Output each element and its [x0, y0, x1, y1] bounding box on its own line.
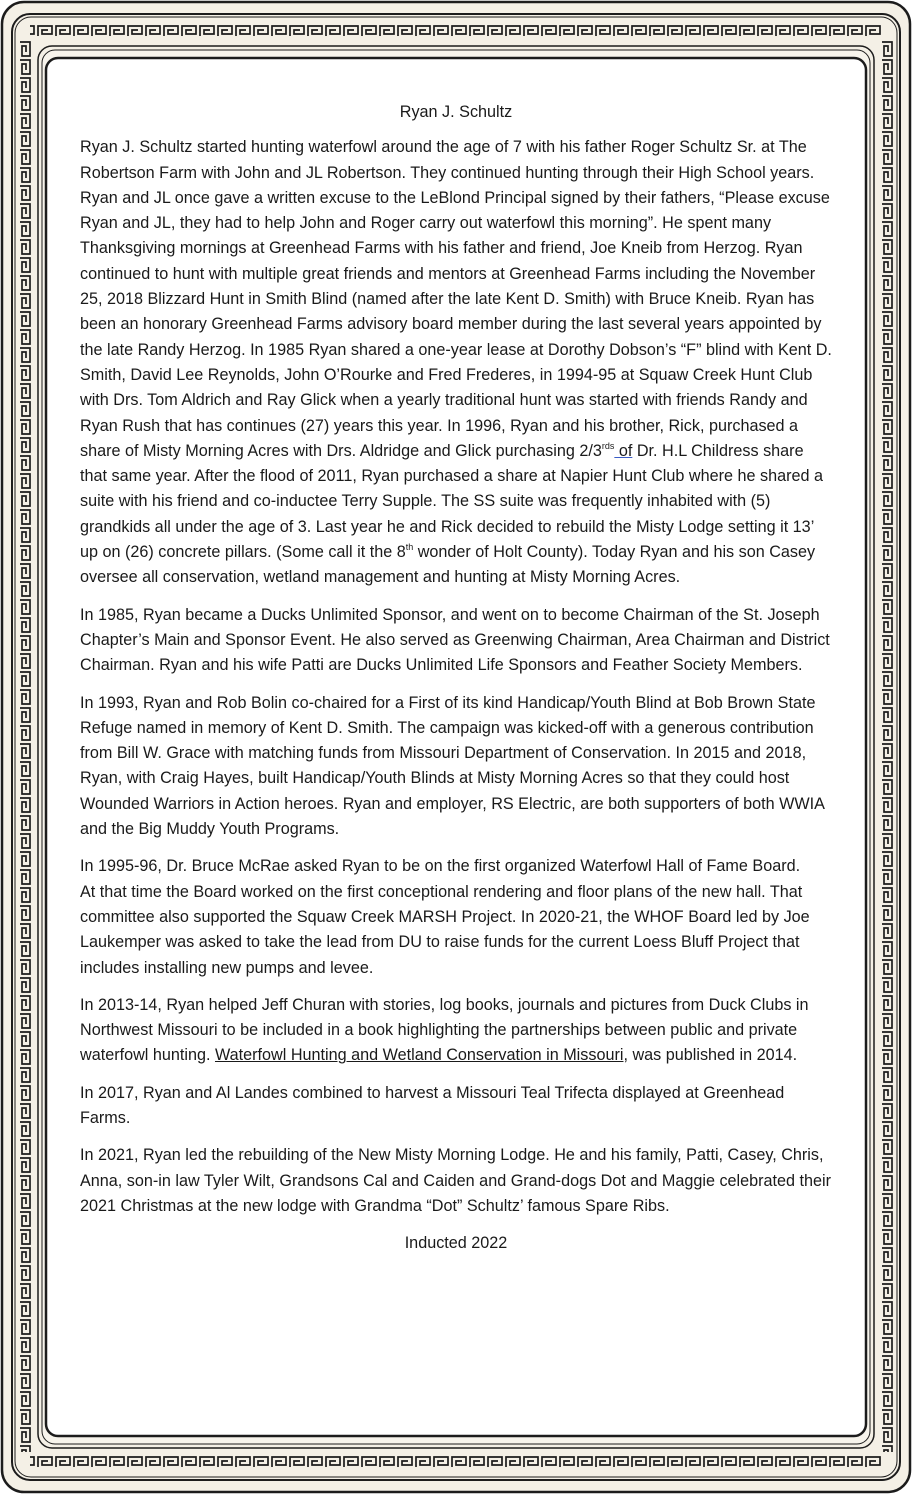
- paragraph-hunting-history: [80, 135, 832, 590]
- paragraph-ducks-unlimited: In 1985, Ryan became a Ducks Unlimited Sponsor, and went on to become Chairman of the St. Joseph Chapter’s Main and Sponsor Event. He also served as Greenwing Chairman, Area Chairman and District Chairman. Ryan and his wife Patti are Ducks Unlimited Life Sponsors and Feather Society Members.: [80, 605, 830, 675]
- paragraph-handicap-blind: In 1993, Ryan and Rob Bolin co-chaired for a First of its kind Handicap/Youth Blind at Bob Brown State Refuge named in memory of Kent D. Smith. The campaign was kicked-off with a generous contribution from Bill W. Grace with matching funds from Missouri Department of Conservation. In 2015 and 2018, Ryan, with Craig Hayes, built Handicap/Youth Blinds at Misty Morning Acres so that they could host Wounded Warriors in Action heroes. Ryan and employer, RS Electric, are both supporters of both WWIA and the Big Muddy Youth Programs.: [80, 693, 825, 839]
- text-span: Dr. H.L Childress share that same year. After the flood of 2011, Ryan purchased a share at Napier Hunt Club where he shared a suite with his friend and co-inductee Terry Supple. The SS suite was frequently inhabited with (5) grandkids all under the age of 3. Last year he and Rick decided to rebuild the Misty Lodge setting it 13’ up on (26) concrete pillars. (Some call it the 8: [80, 441, 823, 562]
- superscript: rds: [601, 440, 615, 451]
- paragraph-teal-trifecta: In 2017, Ryan and Al Landes combined to harvest a Missouri Teal Trifecta displayed at Greenhead Farms.: [80, 1083, 785, 1127]
- text-span: wonder of Holt County). Today Ryan and his son Casey oversee all conservation, wetland management and hunting at Misty Morning Acres.: [80, 543, 816, 587]
- book-title: Waterfowl Hunting and Wetland Conservation in Missouri: [214, 1046, 624, 1065]
- text-span: At that time the Board worked on the first conceptional rendering and floor plans of the new hall. That committee also supported the Squaw Creek MARSH Project. In 2020-21, the WHOF Board led by Joe Laukemper was asked to take the lead from DU to raise funds for the current Loess Bluff Project that includes installing new pumps and levee.: [80, 882, 810, 977]
- paragraph-book: [80, 993, 832, 1069]
- text-span: In 2013-14, Ryan helped Jeff Churan with stories, log books, journals and pictures from Duck Clubs in Northwest Missouri to be included in a book highlighting the partnerships between public and private waterfowl hunting.: [80, 995, 809, 1065]
- paragraph-misty-lodge: In 2021, Ryan led the rebuilding of the New Misty Morning Lodge. He and his family, Patti, Casey, Chris, Anna, son-in law Tyler Wilt, Grandsons Cal and Caiden and Grand-dogs Dot and Maggie celebrated their 2021 Christmas at the new lodge with Grandma “Dot” Schultz’ famous Spare Ribs.: [80, 1146, 832, 1215]
- text-span: Ryan J. Schultz started hunting waterfowl around the age of 7 with his father Roger Schultz Sr. at The Robertson Farm with John and JL Robertson. They continued hunting through their High School years. Ryan and JL once gave a written excuse to the LeBlond Principal signed by their fathers, “Please excuse Ryan and JL, they had to help John and Roger carry out waterfowl this morning”. He spent many Thanksgiving mornings at Greenhead Farms with his father and friend, Joe Kneib from Herzog. Ryan continued to hunt with multiple great friends and mentors at Greenhead Farms including the November 25, 2018 Blizzard Hunt in Smith Blind (named after the late Kent D. Smith) with Bruce Kneib. Ryan has been an honorary Greenhead Farms advisory board member during the last several years appointed by the late Randy Herzog. In 1985 Ryan shared a one-year lease at Dorothy Dobson’s “F” blind with Kent D. Smith, David Lee Reynolds, John O’Rourke and Fred Frederes, in 1994-95 at Squaw Creek Hunt Club with Drs. Tom Aldrich and Ray Glick when a yearly traditional hunt was started with friends Randy and Ryan Rush that has continues (27) years this year. In 1996, Ryan and his brother, Rick, purchased a share of Misty Morning Acres with Drs. Aldridge and Glick purchasing 2/3: [80, 138, 832, 460]
- page-title: Ryan J. Schultz: [399, 103, 513, 121]
- text-span: In 1995-96, Dr. Bruce McRae asked Ryan to be on the first organized Waterfowl Hall of Fame Board.: [80, 857, 801, 876]
- paragraph-hall-of-fame-board: [80, 854, 832, 980]
- text-span: , was published in 2014.: [623, 1046, 798, 1065]
- document-body: [80, 100, 832, 1256]
- superscript: th: [405, 542, 414, 553]
- underlined-text: of: [614, 441, 633, 460]
- inducted-year: Inducted 2022: [404, 1234, 508, 1253]
